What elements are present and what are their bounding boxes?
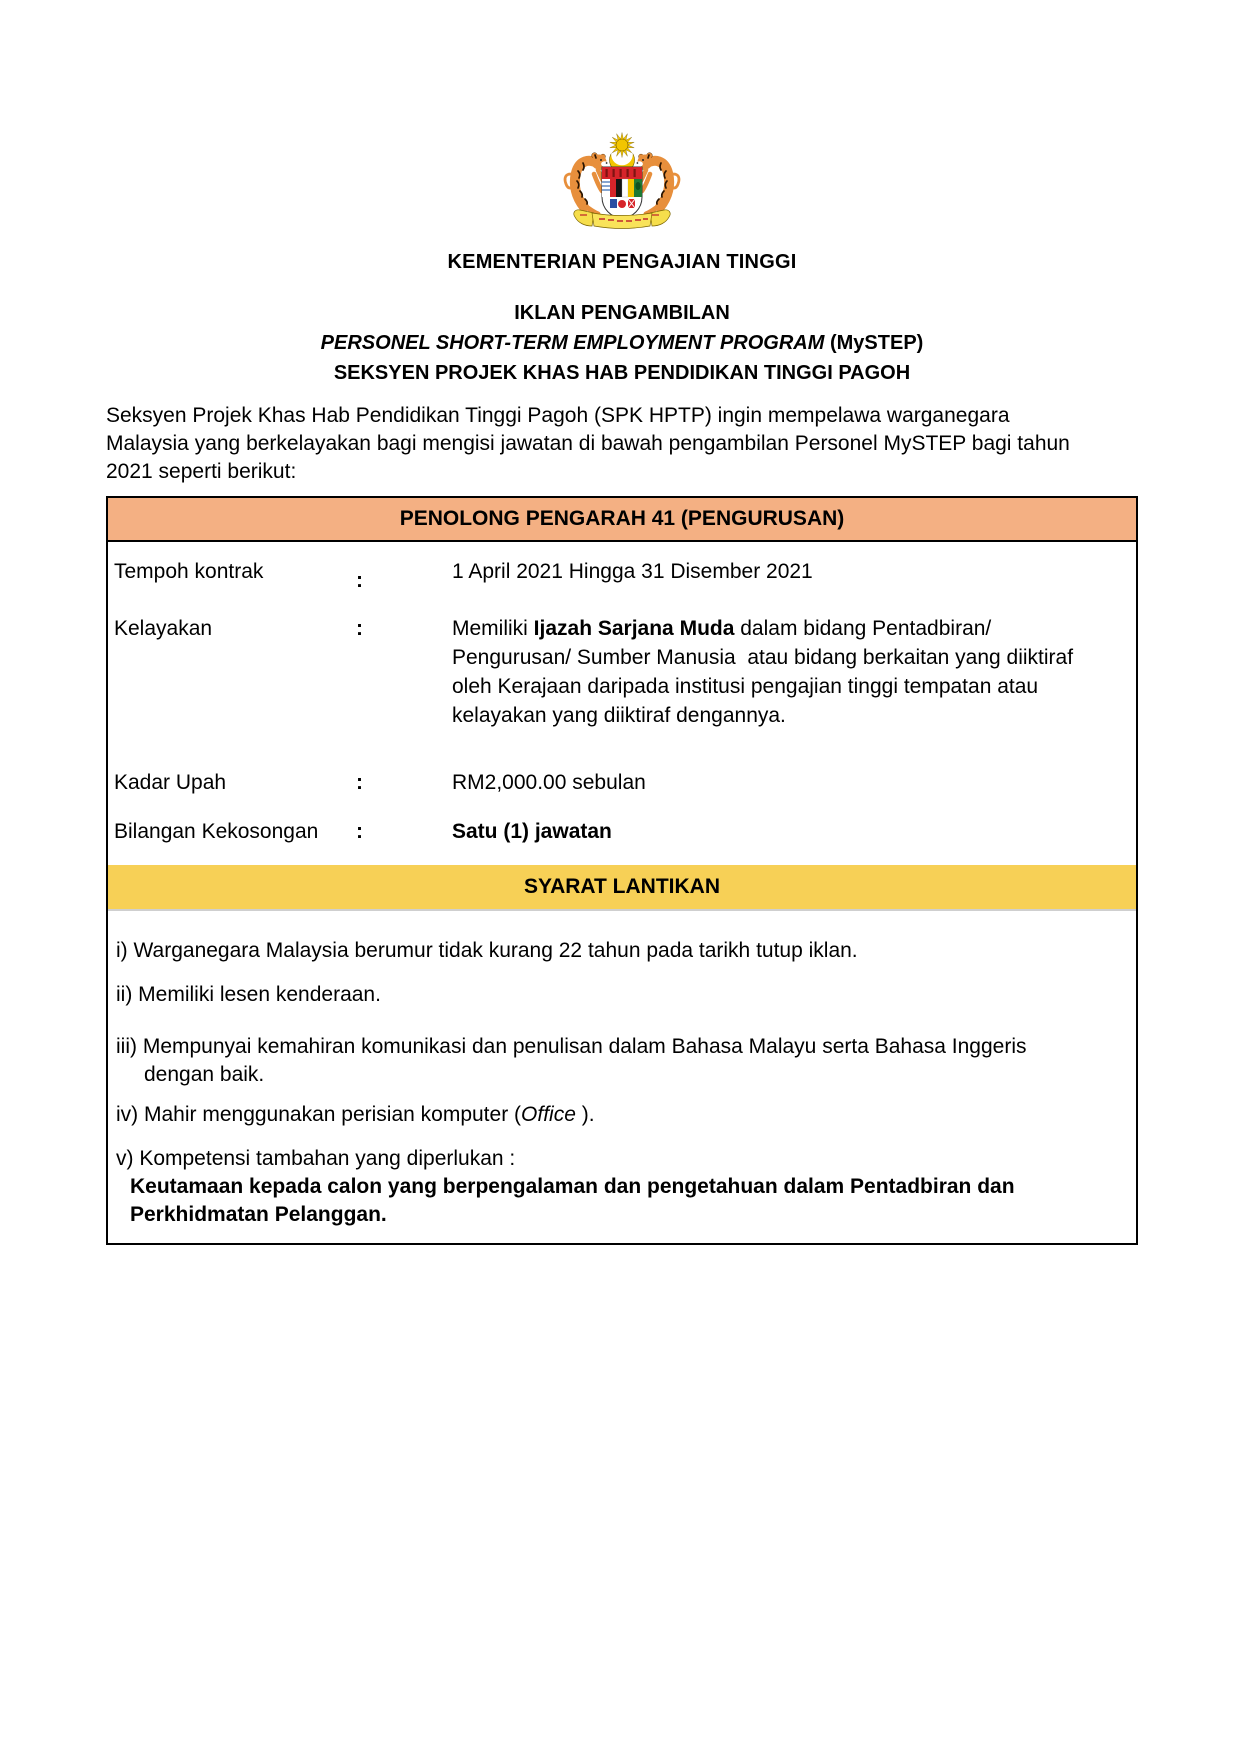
ad-title-line2 — [106, 328, 1138, 358]
program-name: PERSONEL SHORT-TERM EMPLOYMENT PROGRAM — [320, 332, 825, 354]
position-table — [106, 496, 1138, 1245]
row-value — [452, 614, 1128, 730]
kelayakan-line: kelayakan yang diiktiraf dengannya. — [452, 704, 786, 727]
intro-line: Malaysia yang berkelayakan bagi mengisi jawatan di bawah pengambilan Personel MySTEP bagi tahun — [106, 432, 1070, 455]
row-label: Kadar Upah — [114, 771, 227, 794]
kelayakan-line: Pengurusan/ Sumber Manusia atau bidang berkaitan yang diiktiraf — [452, 646, 1074, 669]
intro-line: Seksyen Projek Khas Hab Pendidikan Tinggi Pagoh (SPK HPTP) ingin mempelawa warganegara — [106, 404, 1010, 427]
intro-line: 2021 seperti berikut: — [106, 460, 297, 483]
row-colon: : — [356, 771, 363, 794]
table-row-bilangan-kekosongan — [108, 817, 1136, 846]
row-colon: : — [356, 820, 363, 843]
requirement-v: v) Kompetensi tambahan yang diperlukan : Keutamaan kepada calon yang berpengalaman dan pengetahuan dalam Pentadbiran dan Perkhidmatan Pelanggan. — [116, 1147, 1015, 1226]
degree-name: Ijazah Sarjana Muda — [533, 617, 735, 640]
position-title-header: PENOLONG PENGARAH 41 (PENGURUSAN) — [108, 498, 1136, 542]
ministry-name: KEMENTERIAN PENGAJIAN TINGGI — [447, 251, 797, 273]
malaysia-coat-of-arms-icon — [547, 128, 697, 230]
requirement-iv: iv) Mahir menggunakan perisian komputer (Office ). — [116, 1103, 595, 1126]
software-name: Office — [521, 1103, 576, 1126]
row-value: Satu (1) jawatan — [452, 820, 612, 843]
row-colon: : — [356, 569, 363, 592]
ad-title-line3: SEKSYEN PROJEK KHAS HAB PENDIDIKAN TINGGI PAGOH — [333, 362, 911, 384]
requirement-ii: ii) Memiliki lesen kenderaan. — [116, 983, 381, 1006]
row-label: Kelayakan — [114, 617, 213, 640]
intro-paragraph — [106, 402, 1138, 486]
table-row-kelayakan — [108, 614, 1136, 730]
kelayakan-line: oleh Kerajaan daripada institusi pengajian tinggi tempatan atau — [452, 675, 1039, 698]
row-value: RM2,000.00 sebulan — [452, 771, 646, 794]
requirements-list — [108, 937, 1136, 1243]
syarat-lantikan-header: SYARAT LANTIKAN — [108, 865, 1136, 911]
row-value: 1 April 2021 Hingga 31 Disember 2021 — [452, 560, 813, 583]
row-colon: : — [356, 617, 363, 640]
requirement-iii: iii) Mempunyai kemahiran komunikasi dan penulisan dalam Bahasa Malayu serta Bahasa Inggeris dengan baik. — [116, 1035, 1027, 1086]
row-label: Bilangan Kekosongan — [114, 820, 319, 843]
table-row-kadar-upah — [108, 768, 1136, 797]
requirement-i: i) Warganegara Malaysia berumur tidak kurang 22 tahun pada tarikh tutup iklan. — [116, 939, 858, 962]
program-suffix: (MySTEP) — [824, 332, 924, 354]
ad-title-line1: IKLAN PENGAMBILAN — [514, 302, 730, 324]
table-row-tempoh-kontrak — [108, 557, 1136, 592]
kelayakan-line: Memiliki Ijazah Sarjana Muda dalam bidang Pentadbiran/ — [452, 617, 992, 640]
logo-container — [106, 0, 1138, 235]
row-label: Tempoh kontrak — [114, 560, 264, 583]
